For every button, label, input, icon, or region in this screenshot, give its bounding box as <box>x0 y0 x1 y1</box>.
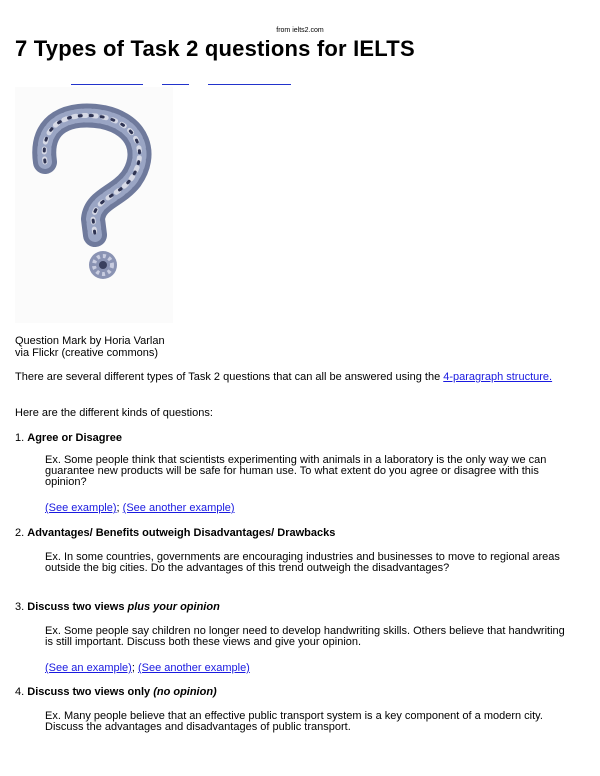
item-two-views-opinion-example: Ex. Some people say children no longer need to develop handwriting skills. Others believe that handwriting is still important. Discuss both these views and give your opinion. <box>45 625 565 648</box>
item-agree-disagree-links <box>45 502 235 514</box>
item-two-views-opinion-links <box>45 662 250 674</box>
item-title-italic: (no opinion) <box>153 686 217 698</box>
source-note: from ielts2.com <box>276 27 324 34</box>
nav-link-2[interactable] <box>162 84 189 85</box>
item-title: Agree or Disagree <box>27 432 123 444</box>
four-paragraph-structure-link[interactable]: 4-paragraph structure. <box>443 371 553 383</box>
item-title: Advantages/ Benefits outweigh Disadvantages/ Drawbacks <box>27 527 336 539</box>
image-caption <box>15 335 165 359</box>
kinds-text: Here are the different kinds of questions: <box>15 407 213 419</box>
item-title: Discuss two views only <box>27 686 154 698</box>
intro-text: There are several different types of Task 2 questions that can all be answered using the <box>15 371 444 383</box>
item-agree-disagree-heading <box>15 432 122 444</box>
see-another-example-link[interactable]: (See another example) <box>122 502 235 514</box>
item-title: Discuss two views <box>27 601 128 613</box>
see-an-example-link[interactable]: (See an example) <box>45 662 132 674</box>
item-advantages-heading <box>15 527 335 539</box>
page-title: 7 Types of Task 2 questions for IELTS <box>15 36 415 61</box>
caption-line-2: via Flickr (creative commons) <box>15 347 159 359</box>
intro-paragraph <box>15 372 575 383</box>
link-separator: ; <box>116 502 123 514</box>
item-number: 1. <box>15 432 25 444</box>
item-agree-disagree-example: Ex. Some people think that scientists experimenting with animals in a laboratory is the only way we can guarantee new products will be safe for human use. To what extent do you agree or disagree with this opinion? <box>45 454 547 488</box>
item-number: 4. <box>15 686 25 698</box>
nav-link-3[interactable] <box>208 84 291 85</box>
item-number: 3. <box>15 601 25 613</box>
caption-line-1: Question Mark by Horia Varlan <box>15 335 165 347</box>
item-title-italic: plus your opinion <box>127 601 220 613</box>
see-another-example-link[interactable]: (See another example) <box>137 662 250 674</box>
item-two-views-only-heading <box>15 686 217 698</box>
item-number: 2. <box>15 527 25 539</box>
question-mark-puzzle-image <box>15 87 173 323</box>
item-two-views-only-example: Ex. Many people believe that an effective public transport system is a key component of a modern city. Discuss the advantages and disadvantages of public transport. <box>45 710 543 733</box>
link-separator: ; <box>131 662 138 674</box>
item-two-views-opinion-heading <box>15 601 220 613</box>
see-example-link[interactable]: (See example) <box>45 502 117 514</box>
nav-link-1[interactable] <box>71 84 143 85</box>
item-advantages-example: Ex. In some countries, governments are encouraging industries and businesses to move to regional areas outside the big cities. Do the advantages of this trend outweigh the disadvantages? <box>45 551 560 574</box>
